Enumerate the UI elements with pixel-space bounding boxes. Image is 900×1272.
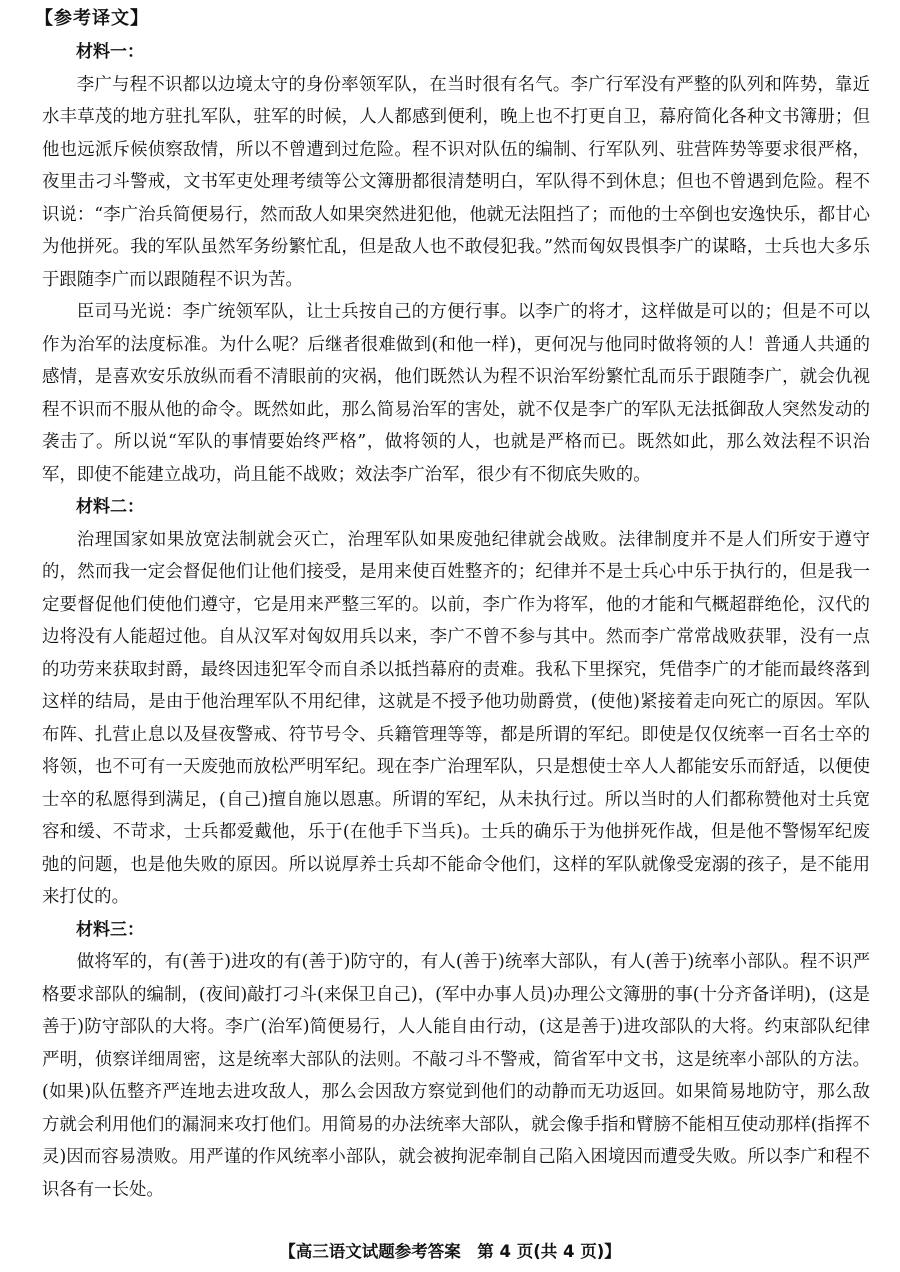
page-title: 【参考译文】 — [35, 8, 149, 29]
translation-body — [42, 36, 870, 1206]
page-footer: 【高三语文试题参考答案 第 4 页(共 4 页)】 — [279, 1242, 621, 1261]
paragraph: 做将军的，有(善于)进攻的有(善于)防守的，有人(善于)统率大部队，有人(善于)统率小部队。程不识严格要求部队的编制，(夜间)敲打刁斗(来保卫自己)，(军中办事人员)办理公文簿册的事(十分齐备详明)，(这是善于)防守部队的大将。李广(治军)简便易行，人人能自由行动，(这是善于)进攻部队的大将。约束部队纪律严明，侦察详细周密，这是统率大部队的法则。不敲刁斗不警戒，简省军中文书，这是统率小部队的方法。(如果)队伍整齐严连地去进攻敌人，那么会因敌方察觉到他们的动静而无功返回。如果简易地防守，那么敌方就会利用他们的漏洞来攻打他们。用简易的办法统率大部队，就会像手指和臂膀不能相互使动那样(指挥不灵)因而容易溃败。用严谨的作风统率小部队，就会被拘泥牵制自己陷入困境因而遭受失败。所以李广和程不识各有一长处。 — [42, 952, 870, 1200]
section-heading: 材料二： — [76, 497, 144, 517]
paragraph: 治理国家如果放宽法制就会灭亡，治理军队如果废弛纪律就会战败。法律制度并不是人们所安于遵守的，然而我一定会督促他们让他们接受，是用来使百姓整齐的；纪律并不是士兵心中乐于执行的，但是我一定要督促他们使他们遵守，它是用来严整三军的。以前，李广作为将军，他的才能和气概超群绝伦，汉代的边将没有人能超过他。自从汉军对匈奴用兵以来，李广不曾不参与其中。然而李广常常战败获罪，没有一点的功劳来获取封爵，最终因违犯军令而自杀以抵挡幕府的责难。我私下里探究，凭借李广的才能而最终落到这样的结局，是由于他治理军队不用纪律，这就是不授予他功勋爵赏，(使他)紧接着走向死亡的原因。军队布阵、扎营止息以及昼夜警戒、符节号令、兵籍管理等等，都是所谓的军纪。即使是仅仅统率一百名士卒的将领，也不可有一天废弛而放松严明军纪。现在李广治理军队，只是想使士卒人人都能安乐而舒适，以便使士卒的私愿得到满足，(自己)擅自施以恩惠。所谓的军纪，从未执行过。所以当时的人们都称赞他对士兵宽容和缓、不苛求，士兵都爱戴他，乐于(在他手下当兵)。士兵的确乐于为他拼死作战，但是他不警惕军纪废弛的问题，也是他失败的原因。所以说厚养士兵却不能命令他们，这样的军队就像受宠溺的孩子，是不能用来打仗的。 — [42, 529, 870, 907]
paragraph: 李广与程不识都以边境太守的身份率领军队，在当时很有名气。李广行军没有严整的队列和阵势，靠近水丰草茂的地方驻扎军队，驻军的时候，人人都感到便利，晚上也不打更自卫，幕府简化各种文书簿册；但他也远派斥候侦察敌情，所以不曾遭到过危险。程不识对队伍的编制、行军队列、驻营阵势等要求很严格，夜里击刁斗警戒，文书军吏处理考绩等公文簿册都很清楚明白，军队得不到休息；但也不曾遇到危险。程不识说：“李广治兵简便易行，然而敌人如果突然进犯他，他就无法阻挡了；而他的士卒倒也安逸快乐，都甘心为他拼死。我的军队虽然军务纷繁忙乱，但是敌人也不敢侵犯我。”然而匈奴畏惧李广的谋略，士兵也大多乐于跟随李广而以跟随程不识为苦。 — [42, 74, 870, 290]
section-heading: 材料三： — [76, 919, 144, 940]
paragraph: 臣司马光说：李广统领军队，让士兵按自己的方便行事。以李广的将才，这样做是可以的；但是不可以作为治军的法度标准。为什么呢？后继者很难做到(和他一样)，更何况与他同时做将领的人！普通人共通的感情，是喜欢安乐放纵而看不清眼前的灾祸，他们既然认为程不识治军纷繁忙乱而乐于跟随李广，就会仇视程不识而不服从他的命令。既然如此，那么简易治军的害处，就不仅是李广的军队无法抵御敌人突然发动的袭击了。所以说“军队的事情要始终严格”，做将领的人，也就是严格而已。既然如此，那么效法程不识治军，即使不能建立战功，尚且能不战败；效法李广治军，很少有不彻底失败的。 — [42, 302, 870, 485]
section-heading: 材料一： — [76, 42, 144, 62]
